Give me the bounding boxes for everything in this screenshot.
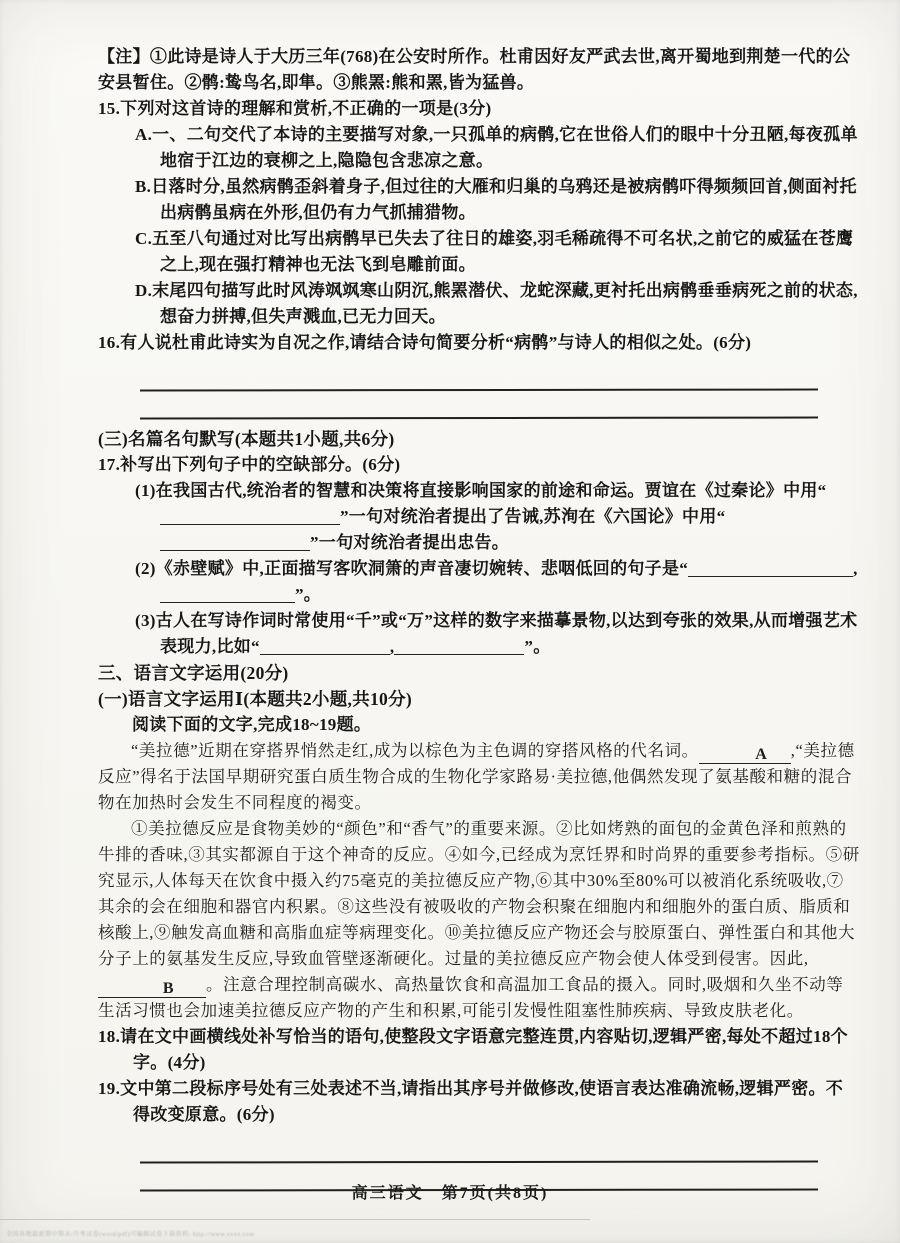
note xyxy=(98,44,860,96)
inline-blank xyxy=(160,585,295,603)
text-run: A.一、二句交代了本诗的主要描写对象,一只孤单的病鹘,它在世俗人们的眼中十分丑陋,每夜孤单地宿于江边的衰柳之上,隐隐包含悲凉之意。 xyxy=(135,125,858,170)
text-run: 。注意合理控制高碳水、高热量饮食和高温加工食品的摄入。同时,吸烟和久坐不动等生活习惯也会加速美拉德反应产物的产生和积累,可能引发慢性阻塞性肺疾病、导致皮肤老化。 xyxy=(98,975,844,1020)
question-19 xyxy=(98,1076,860,1128)
question-18 xyxy=(98,1024,860,1076)
section-language-heading xyxy=(98,660,860,686)
inline-blank xyxy=(688,559,853,577)
text-run: 三、语言文字运用(20分) xyxy=(98,663,289,683)
document-body xyxy=(98,44,860,1198)
section-3-heading xyxy=(98,426,860,452)
text-run: 19.文中第二段标序号处有三处表述不当,请指出其序号并做修改,使语言表达准确流畅,逻辑严密。不得改变原意。(6分) xyxy=(98,1079,844,1124)
inline-blank-B: B xyxy=(98,980,206,998)
page-footer: 高三语文 第7页(共8页) xyxy=(351,1185,549,1202)
text-run: ”。 xyxy=(524,637,551,656)
text-run: , xyxy=(389,637,395,656)
text-run: , xyxy=(853,559,858,578)
watermark-text: 全国各地最新期中期末/月考试卷(word/pdf)可编辑试卷下载资料: http://www.xxxx.com xyxy=(6,1232,255,1238)
text-run: ”一句对统治者提出了告诫,苏洵在《六国论》中用“ xyxy=(340,507,726,526)
inline-blank xyxy=(160,507,340,525)
question-17-part-3 xyxy=(135,608,860,660)
inline-blank-A: A xyxy=(699,746,791,764)
text-run: 17.补写出下列句子中的空缺部分。(6分) xyxy=(98,455,401,474)
question-16 xyxy=(98,330,860,356)
text-run: C.五至八句通过对比写出病鹘早已失去了往日的雄姿,羽毛稀疏得不可名状,之前它的威猛在苍鹰之上,现在强打精神也无法飞到皂雕前面。 xyxy=(135,229,854,274)
text-run: (1)在我国古代,统治者的智慧和决策将直接影响国家的前途和命运。贾谊在《过秦论》中用“ xyxy=(135,481,827,500)
inline-blank xyxy=(260,637,390,655)
text-run: D.末尾四句描写此时风涛飒飒寒山阴沉,熊罴潜伏、龙蛇深藏,更衬托出病鹘垂垂病死之前的状态,想奋力拼搏,但失声溅血,已无力回天。 xyxy=(135,281,858,326)
question-15-option-c xyxy=(135,226,860,278)
passage-paragraph-1 xyxy=(98,738,860,816)
inline-blank xyxy=(160,533,310,551)
text-run: ,“美拉德反应”得名于法国早期研究蛋白质生物合成的生物化学家路易·美拉德,他偶然发现了氨基酸和糖的混合物在加热时会发生不同程度的褐变。 xyxy=(98,741,855,812)
text-run: 16.有人说杜甫此诗实为自况之作,请结合诗句简要分析“病鹘”与诗人的相似之处。(6分) xyxy=(98,333,752,352)
text-run: “美拉德”近期在穿搭界悄然走红,成为以棕色为主色调的穿搭风格的代名词。 xyxy=(131,741,699,760)
question-15-option-b xyxy=(135,174,860,226)
scan-artifact-line xyxy=(0,1219,590,1220)
question-17-part-1 xyxy=(135,478,860,556)
question-15-option-d xyxy=(135,278,860,330)
passage-paragraph-2 xyxy=(98,816,860,1024)
subsection-language-1-heading xyxy=(98,686,860,712)
reading-instruction xyxy=(98,712,860,738)
text-run: (三)名篇名句默写(本题共1小题,共6分) xyxy=(98,429,395,449)
text-run: B.日落时分,虽然病鹘歪斜着身子,但过往的大雁和归巢的乌鸦还是被病鹘吓得频频回首,侧面衬托出病鹘虽病在外形,但仍有力气抓捕猎物。 xyxy=(135,177,857,222)
text-run: ”。 xyxy=(295,585,322,604)
answer-line xyxy=(140,1137,818,1164)
question-15 xyxy=(98,96,860,122)
text-run: (3)古人在写诗作词时常使用“千”或“万”这样的数字来描摹景物,以达到夸张的效果,从而增强艺术表现力,比如“ xyxy=(135,611,858,656)
text-run: ①美拉德反应是食物美妙的“颜色”和“香气”的重要来源。②比如烤熟的面包的金黄色泽和煎熟的牛排的香味,③其实都源自于这个神奇的反应。④如今,已经成为烹饪界和时尚界的重要参考指标。⑤研究显示,人体每天在饮食中摄入约75毫克的美拉德反应产物,⑥其中30%至80%可以被消化系统吸收,⑦其余的会在细胞和器官内积累。⑧这些没有被吸收的产物会积聚在细胞内和细胞外的蛋白质、脂质和核酸上,⑨触发高血糖和高脂血症等病理变化。⑩美拉德反应产物还会与胶原蛋白、弹性蛋白和其他大分子上的氨基发生反应,导致血管壁逐渐硬化。过量的美拉德反应产物会使人体受到侵害。因此, xyxy=(98,819,860,968)
question-17 xyxy=(98,452,860,478)
text-run: (2)《赤壁赋》中,正面描写客吹洞箫的声音凄切婉转、悲咽低回的句子是“ xyxy=(135,559,689,578)
answer-line xyxy=(140,393,818,420)
question-17-part-2 xyxy=(135,556,860,608)
text-run: (一)语言文字运用Ⅰ(本题共2小题,共10分) xyxy=(98,689,413,709)
text-run: 【注】①此诗是诗人于大历三年(768)在公安时所作。杜甫因好友严武去世,离开蜀地到荆楚一代的公安县暂住。②鹘:鸷鸟名,即隼。③熊罴:熊和罴,皆为猛兽。 xyxy=(98,47,851,92)
text-run: ”一句对统治者提出忠告。 xyxy=(310,533,510,552)
text-run: 阅读下面的文字,完成18~19题。 xyxy=(132,715,372,734)
inline-blank xyxy=(394,637,524,655)
text-run: 15.下列对这首诗的理解和赏析,不正确的一项是(3分) xyxy=(98,99,492,118)
text-run: 18.请在文中画横线处补写恰当的语句,使整段文字语意完整连贯,内容贴切,逻辑严密,每处不超过18个字。(4分) xyxy=(98,1027,848,1072)
answer-line xyxy=(140,365,818,392)
question-15-option-a xyxy=(135,122,860,174)
